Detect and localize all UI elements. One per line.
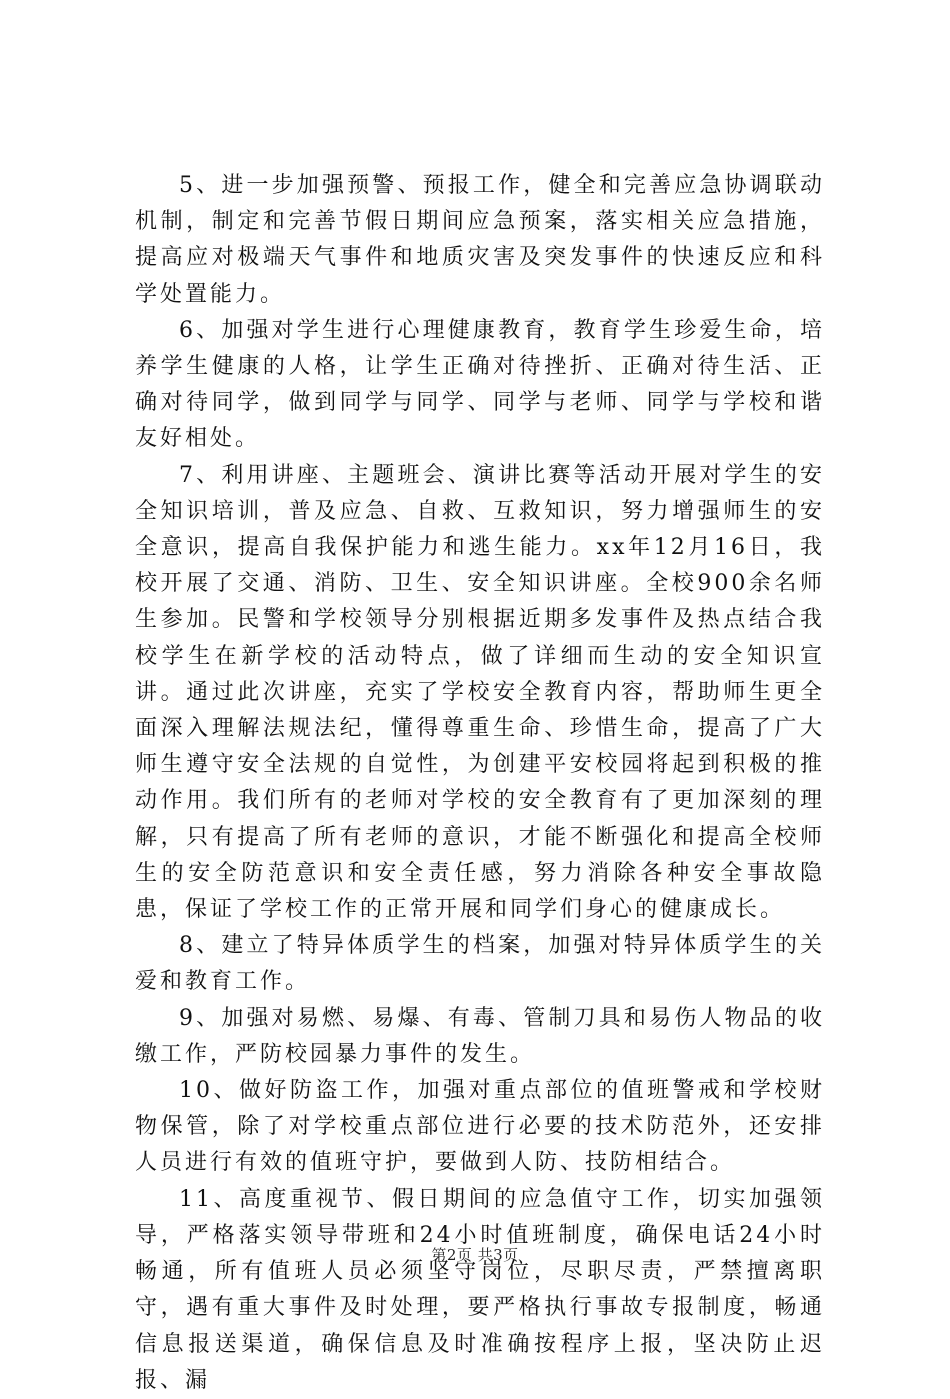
paragraph-10: 10、做好防盗工作，加强对重点部位的值班警戒和学校财物保管，除了对学校重点部位进行必要的技术防范外，还安排人员进行有效的值班守护，要做到人防、技防相结合。 (135, 1078, 825, 1176)
paragraph-11: 11、高度重视节、假日期间的应急值守工作，切实加强领导，严格落实领导带班和24小时值班制度，确保电话24小时畅通，所有值班人员必须坚守岗位，尽职尽责，严禁擅离职守，遇有重大事件及时处理，要严格执行事故专报制度，畅通信息报送渠道，确保信息及时准确按程序上报，坚决防止迟报、漏 (135, 1186, 825, 1393)
body-text (135, 168, 825, 1399)
paragraph-5: 5、进一步加强预警、预报工作，健全和完善应急协调联动机制，制定和完善节假日期间应急预案，落实相关应急措施，提高应对极端天气事件和地质灾害及突发事件的快速反应和科学处置能力。 (135, 173, 825, 307)
paragraph-7: 7、利用讲座、主题班会、演讲比赛等活动开展对学生的安全知识培训，普及应急、自救、互救知识，努力增强师生的安全意识，提高自我保护能力和逃生能力。xx年12月16日，我校开展了交通、消防、卫生、安全知识讲座。全校900余名师生参加。民警和学校领导分别根据近期多发事件及热点结合我校学生在新学校的活动特点，做了详细而生动的安全知识宣讲。通过此次讲座，充实了学校安全教育内容，帮助师生更全面深入理解法规法纪，懂得尊重生命、珍惜生命，提高了广大师生遵守安全法规的自觉性，为创建平安校园将起到积极的推动作用。我们所有的老师对学校的安全教育有了更加深刻的理解，只有提高了所有老师的意识，才能不断强化和提高全校师生的安全防范意识和安全责任感，努力消除各种安全事故隐患，保证了学校工作的正常开展和同学们身心的健康成长。 (135, 462, 825, 923)
paragraph-8: 8、建立了特异体质学生的档案，加强对特异体质学生的关爱和教育工作。 (135, 933, 825, 995)
paragraph-6: 6、加强对学生进行心理健康教育，教育学生珍爱生命，培养学生健康的人格，让学生正确对待挫折、正确对待生活、正确对待同学，做到同学与同学、同学与老师、同学与学校和谐友好相处。 (135, 317, 825, 452)
page-footer: 第2页 共3页 (431, 1246, 519, 1264)
paragraph-9: 9、加强对易燃、易爆、有毒、管制刀具和易伤人物品的收缴工作，严防校园暴力事件的发生。 (135, 1005, 825, 1067)
